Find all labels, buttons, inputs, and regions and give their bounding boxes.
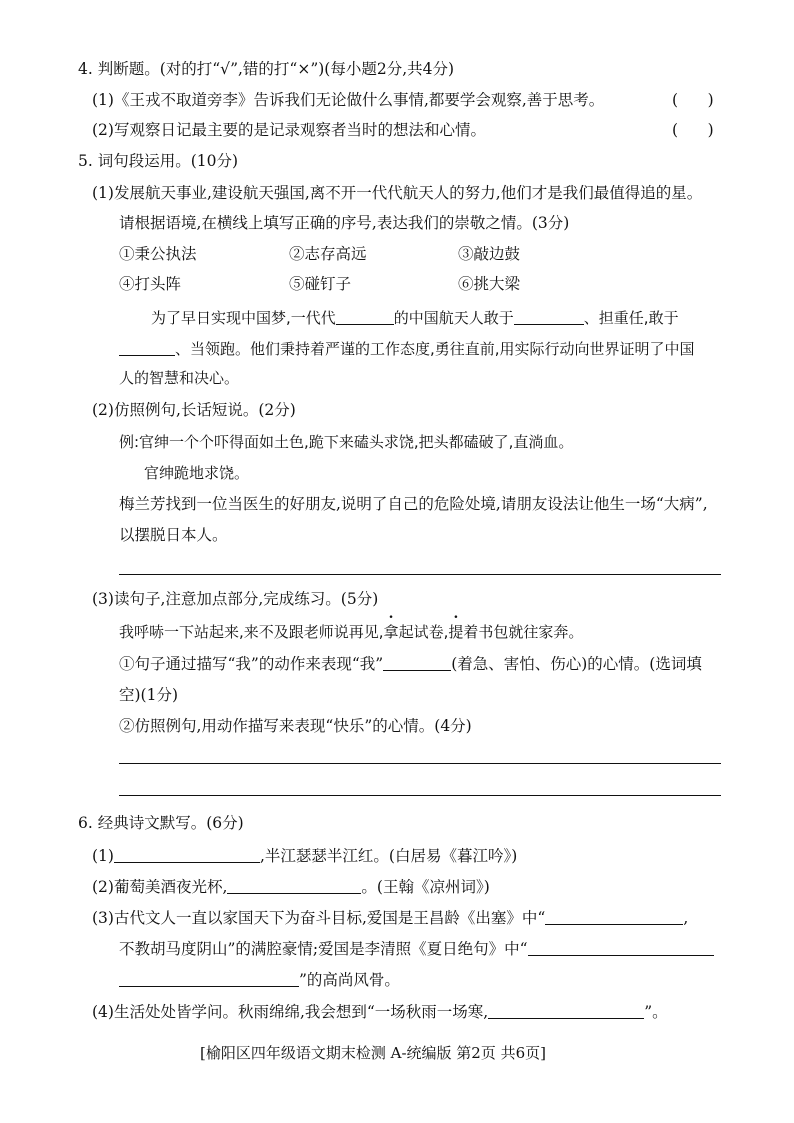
option-3: ③敲边鼓: [458, 245, 521, 263]
q6-line-1: [92, 848, 517, 865]
q6-line-5: [119, 972, 400, 989]
q6-text: (3)古代文人一直以家国天下为奋斗目标,爱国是王昌龄《出塞》中“: [92, 909, 546, 927]
q5-p2-task-line2: 以摆脱日本人。: [119, 526, 228, 544]
passage-text: 为了早日实现中国梦,一代代: [151, 309, 336, 327]
q6-line-3: [92, 910, 688, 927]
option-6: ⑥挑大梁: [458, 275, 521, 293]
q5-p2-title: (2)仿照例句,长话短说。(2分): [92, 401, 296, 419]
page-footer: [榆阳区四年级语文期末检测 A-统编版 第2页 共6页]: [200, 1044, 546, 1062]
answer-line-p2[interactable]: [119, 574, 721, 575]
q5-p1-line2: 请根据语境,在横线上填写正确的序号,表达我们的崇敬之情。(3分): [119, 214, 570, 232]
dotted-char: 提: [448, 623, 464, 641]
blank-1[interactable]: [336, 310, 394, 325]
q5-p3-sentence: [119, 625, 583, 640]
blank-2[interactable]: [514, 310, 584, 325]
q5-p3-q1-line1: [119, 656, 702, 673]
passage-text: 、当领跑。他们秉持着严谨的工作态度,勇往直前,用实际行动向世界证明了中国: [175, 340, 695, 358]
blank-poem-6[interactable]: [488, 1004, 644, 1019]
blank-3[interactable]: [119, 341, 175, 356]
q6-text: (2)葡萄美酒夜光杯,: [92, 878, 228, 896]
q4-item-1: (1)《王戎不取道旁李》告诉我们无论做什么事情,都要学会观察,善于思考。: [92, 91, 605, 109]
blank-poem-1[interactable]: [114, 848, 260, 863]
sentence-text: 着书包就往家奔。: [463, 623, 584, 641]
q5-p1-line1: (1)发展航天事业,建设航天强国,离不开一代代航天人的努力,他们才是我们最值得追的星。: [92, 184, 703, 202]
q6-title: 6. 经典诗文默写。(6分): [78, 814, 244, 832]
q6-text: (4)生活处处皆学问。秋雨绵绵,我会想到“一场秋雨一场寒,: [92, 1003, 489, 1021]
q1-text: (着急、害怕、伤心)的心情。(选词填: [451, 655, 702, 673]
passage-text: 的中国航天人敢于: [393, 309, 514, 327]
q5-title: 5. 词句段运用。(10分): [78, 152, 239, 170]
q4-item-2: (2)写观察日记最主要的是记录观察者当时的想法和心情。: [92, 121, 486, 139]
q6-line-4: [119, 941, 714, 958]
q5-p2-example: 例:官绅一个个吓得面如土色,跪下来磕头求饶,把头都磕破了,直淌血。: [119, 433, 574, 451]
q6-line-2: [92, 879, 490, 896]
blank-poem-4[interactable]: [528, 941, 714, 956]
q6-text: ”的高尚风骨。: [299, 971, 400, 989]
answer-line-p3-2[interactable]: [119, 795, 721, 796]
q5-p2-task-line1: 梅兰芳找到一位当医生的好朋友,说明了自己的危险处境,请朋友设法让他生一场“大病”,: [119, 495, 708, 513]
q6-line-6: [92, 1004, 668, 1021]
blank-poem-2[interactable]: [227, 879, 361, 894]
q4-answer-2[interactable]: ( ): [672, 121, 714, 139]
passage-line-1: [151, 310, 679, 326]
option-2: ②志存高远: [289, 245, 367, 263]
option-1: ①秉公执法: [119, 245, 197, 263]
q6-text: ,: [683, 909, 689, 927]
option-5: ⑤碰钉子: [289, 275, 352, 293]
q6-text: (1): [92, 847, 114, 865]
passage-text: 、担重任,敢于: [583, 309, 679, 327]
blank-poem-5[interactable]: [119, 972, 299, 987]
q5-p3-q2: ②仿照例句,用动作描写来表现“快乐”的心情。(4分): [119, 717, 472, 735]
answer-line-p3-1[interactable]: [119, 763, 721, 764]
q6-text: ”。: [644, 1003, 668, 1021]
q6-text: 不教胡马度阴山”的满腔豪情;爱国是李清照《夏日绝句》中“: [119, 940, 528, 958]
blank-poem-3[interactable]: [545, 910, 683, 925]
q4-title: 4. 判断题。(对的打“√”,错的打“×”)(每小题2分,共4分): [78, 60, 455, 78]
passage-line-2: [119, 341, 695, 357]
blank-mood[interactable]: [383, 656, 451, 671]
sentence-text: 我呼哧一下站起来,来不及跟老师说再见,: [119, 623, 384, 641]
q6-text: 。(王翰《凉州词》): [361, 878, 490, 896]
q5-p3-title: (3)读句子,注意加点部分,完成练习。(5分): [92, 590, 379, 608]
q1-text: ①句子通过描写“我”的动作来表现“我”: [119, 655, 384, 673]
q6-text: ,半江瑟瑟半江红。(白居易《暮江吟》): [259, 847, 518, 865]
q5-p3-q1-line2: 空)(1分): [119, 686, 179, 704]
passage-line-3: 人的智慧和决心。: [119, 369, 240, 387]
sentence-text: 起试卷,: [398, 623, 449, 641]
q4-answer-1[interactable]: ( ): [672, 91, 714, 109]
option-4: ④打头阵: [119, 275, 182, 293]
dotted-char: 拿: [383, 623, 399, 641]
q5-p2-example-short: 官绅跪地求饶。: [144, 464, 250, 482]
